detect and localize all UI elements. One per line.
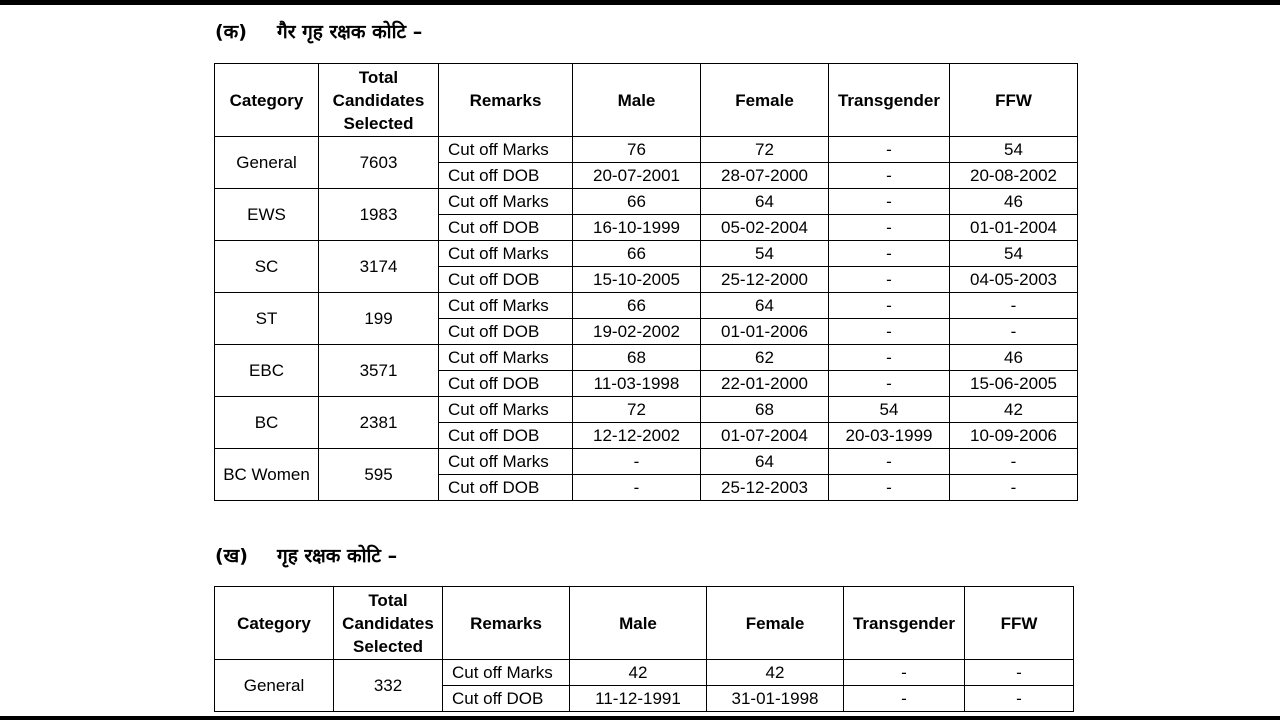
remarks-cell: Cut off DOB [439,163,573,189]
female-cell: 01-01-2006 [701,319,829,345]
ffw-cell: 54 [950,241,1078,267]
total-selected-cell: 2381 [319,397,439,449]
total-selected-cell: 199 [319,293,439,345]
male-cell: 66 [573,241,701,267]
section-b-heading [215,542,397,568]
remarks-cell: Cut off DOB [443,686,570,712]
total-selected-cell: 3174 [319,241,439,293]
female-cell: 54 [701,241,829,267]
transgender-cell: - [829,319,950,345]
table-row [215,137,1078,163]
top-border-line [0,0,1280,5]
header-female: Female [707,587,844,660]
male-cell: 66 [573,189,701,215]
male-cell: - [573,475,701,501]
section-b-title: गृह रक्षक कोटि – [277,545,398,567]
ffw-cell: 04-05-2003 [950,267,1078,293]
ffw-cell: - [950,293,1078,319]
header-remarks: Remarks [443,587,570,660]
ffw-cell: 10-09-2006 [950,423,1078,449]
header-total-candidates: Total Candidates Selected [319,64,439,137]
non-home-guard-cutoff-table [214,63,1078,501]
remarks-cell: Cut off DOB [439,319,573,345]
female-cell: 25-12-2003 [701,475,829,501]
table-header-row [215,64,1078,137]
table-row [215,293,1078,319]
category-cell: BC [215,397,319,449]
female-cell: 01-07-2004 [701,423,829,449]
header-transgender: Transgender [844,587,965,660]
remarks-cell: Cut off Marks [439,293,573,319]
female-cell: 68 [701,397,829,423]
female-cell: 28-07-2000 [701,163,829,189]
category-cell: General [215,137,319,189]
female-cell: 64 [701,293,829,319]
header-category: Category [215,64,319,137]
header-ffw: FFW [965,587,1074,660]
ffw-cell: - [965,686,1074,712]
male-cell: 42 [570,660,707,686]
header-remarks: Remarks [439,64,573,137]
transgender-cell: - [829,267,950,293]
remarks-cell: Cut off DOB [439,371,573,397]
transgender-cell: - [829,293,950,319]
transgender-cell: - [844,660,965,686]
transgender-cell: - [829,189,950,215]
header-male: Male [573,64,701,137]
transgender-cell: - [829,345,950,371]
transgender-cell: - [829,371,950,397]
female-cell: 72 [701,137,829,163]
remarks-cell: Cut off DOB [439,215,573,241]
male-cell: 12-12-2002 [573,423,701,449]
header-category: Category [215,587,334,660]
total-selected-cell: 332 [334,660,443,712]
female-cell: 31-01-1998 [707,686,844,712]
header-ffw: FFW [950,64,1078,137]
transgender-cell: 54 [829,397,950,423]
male-cell: 68 [573,345,701,371]
female-cell: 05-02-2004 [701,215,829,241]
category-cell: SC [215,241,319,293]
total-selected-cell: 3571 [319,345,439,397]
remarks-cell: Cut off DOB [439,267,573,293]
section-a-title: गैर गृह रक्षक कोटि – [277,21,423,43]
total-selected-cell: 1983 [319,189,439,241]
remarks-cell: Cut off DOB [439,423,573,449]
home-guard-cutoff-table [214,586,1074,712]
transgender-cell: - [829,137,950,163]
male-cell: 16-10-1999 [573,215,701,241]
ffw-cell: - [965,660,1074,686]
table-row [215,397,1078,423]
section-a-label: (क) [215,21,247,43]
category-cell: General [215,660,334,712]
total-selected-cell: 595 [319,449,439,501]
table-body [215,137,1078,501]
remarks-cell: Cut off Marks [439,137,573,163]
header-total-candidates: Total Candidates Selected [334,587,443,660]
female-cell: 25-12-2000 [701,267,829,293]
table-row [215,660,1074,686]
female-cell: 42 [707,660,844,686]
transgender-cell: 20-03-1999 [829,423,950,449]
table-row [215,189,1078,215]
remarks-cell: Cut off Marks [443,660,570,686]
total-selected-cell: 7603 [319,137,439,189]
header-transgender: Transgender [829,64,950,137]
remarks-cell: Cut off Marks [439,345,573,371]
male-cell: 72 [573,397,701,423]
category-cell: ST [215,293,319,345]
male-cell: 15-10-2005 [573,267,701,293]
transgender-cell: - [829,241,950,267]
male-cell: 76 [573,137,701,163]
male-cell: 66 [573,293,701,319]
remarks-cell: Cut off Marks [439,449,573,475]
category-cell: EWS [215,189,319,241]
male-cell: 11-12-1991 [570,686,707,712]
male-cell: - [573,449,701,475]
table-body [215,660,1074,712]
header-female: Female [701,64,829,137]
transgender-cell: - [829,449,950,475]
female-cell: 64 [701,189,829,215]
ffw-cell: 42 [950,397,1078,423]
table-header-row [215,587,1074,660]
female-cell: 64 [701,449,829,475]
table-row [215,345,1078,371]
remarks-cell: Cut off Marks [439,397,573,423]
male-cell: 20-07-2001 [573,163,701,189]
ffw-cell: 20-08-2002 [950,163,1078,189]
transgender-cell: - [829,475,950,501]
ffw-cell: - [950,475,1078,501]
female-cell: 22-01-2000 [701,371,829,397]
ffw-cell: 46 [950,189,1078,215]
section-a-heading [215,18,422,44]
transgender-cell: - [844,686,965,712]
remarks-cell: Cut off Marks [439,241,573,267]
remarks-cell: Cut off DOB [439,475,573,501]
table-row [215,241,1078,267]
transgender-cell: - [829,215,950,241]
female-cell: 62 [701,345,829,371]
ffw-cell: 15-06-2005 [950,371,1078,397]
ffw-cell: - [950,319,1078,345]
remarks-cell: Cut off Marks [439,189,573,215]
bottom-border-line [0,716,1280,720]
transgender-cell: - [829,163,950,189]
male-cell: 19-02-2002 [573,319,701,345]
category-cell: BC Women [215,449,319,501]
section-b-label: (ख) [215,545,248,567]
ffw-cell: 46 [950,345,1078,371]
male-cell: 11-03-1998 [573,371,701,397]
ffw-cell: 54 [950,137,1078,163]
category-cell: EBC [215,345,319,397]
ffw-cell: - [950,449,1078,475]
ffw-cell: 01-01-2004 [950,215,1078,241]
table-row [215,449,1078,475]
header-male: Male [570,587,707,660]
